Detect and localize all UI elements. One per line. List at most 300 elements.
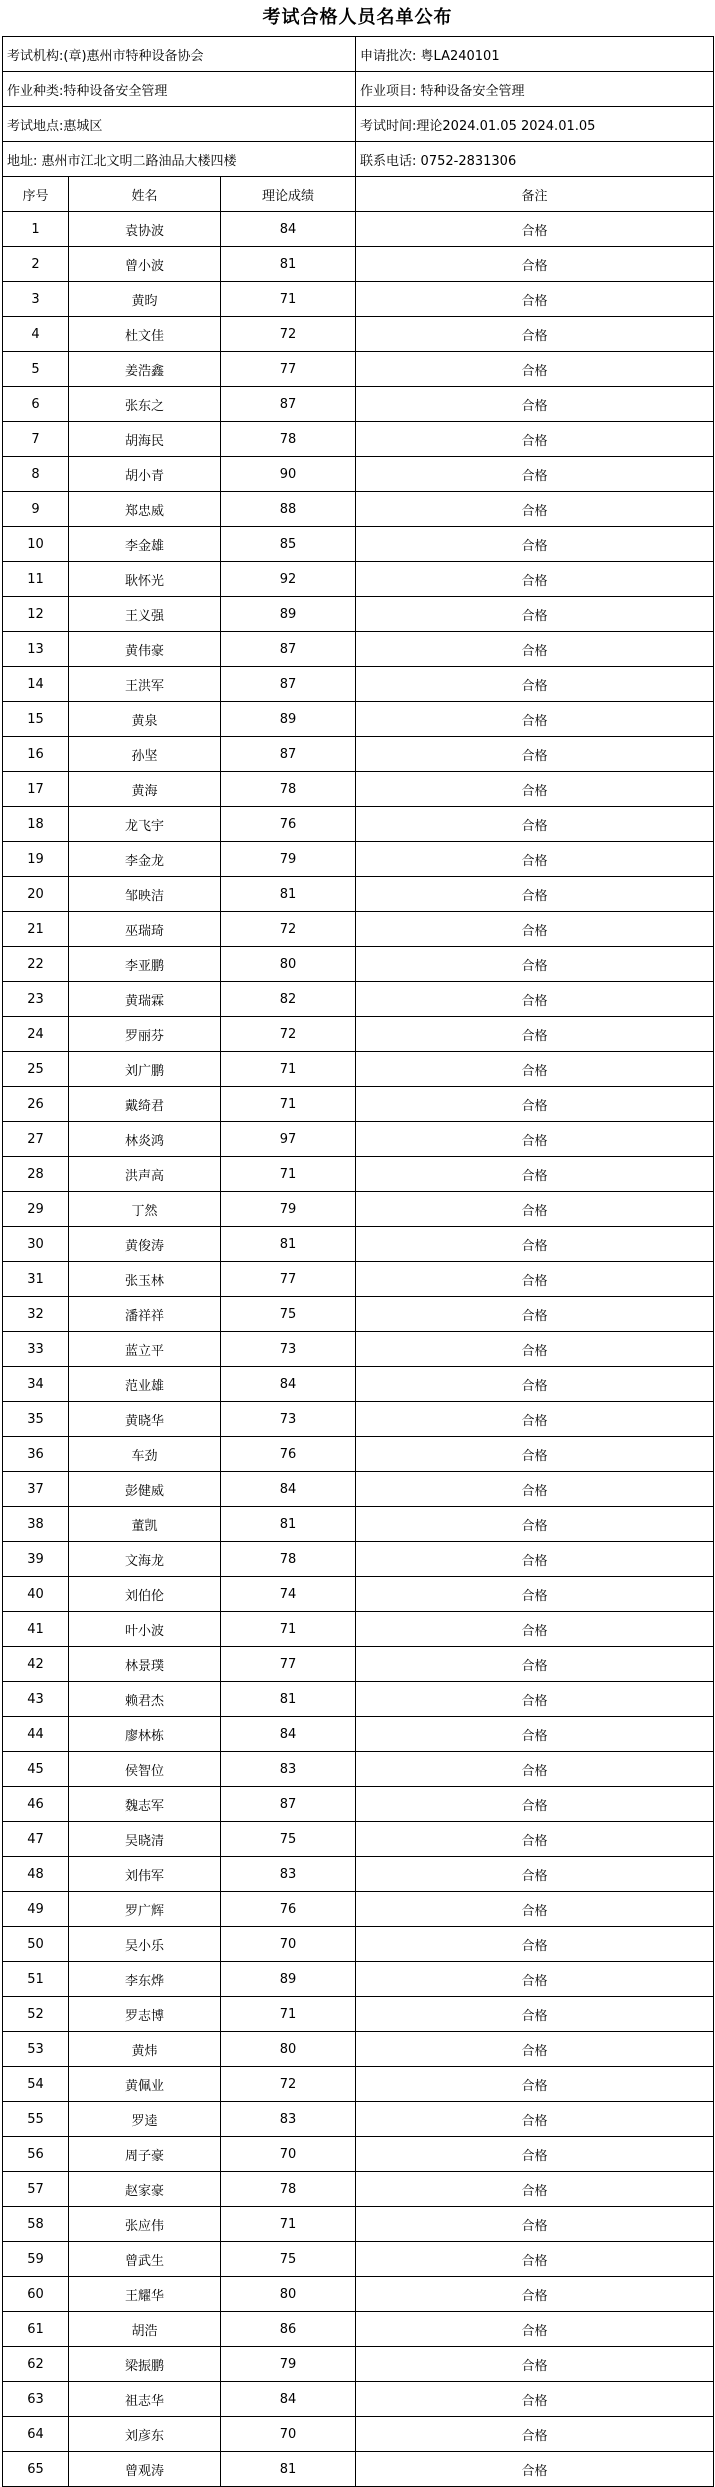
person-name: 潘祥祥 bbox=[69, 1297, 221, 1332]
work-project: 作业项目: 特种设备安全管理 bbox=[356, 72, 714, 107]
column-header-name: 姓名 bbox=[69, 177, 221, 212]
person-name: 黄佩业 bbox=[69, 2067, 221, 2102]
theory-score: 89 bbox=[221, 597, 356, 632]
row-index: 21 bbox=[3, 912, 69, 947]
remark: 合格 bbox=[356, 1402, 714, 1437]
row-index: 25 bbox=[3, 1052, 69, 1087]
table-row bbox=[3, 212, 714, 247]
person-name: 张应伟 bbox=[69, 2207, 221, 2242]
person-name: 黄伟豪 bbox=[69, 632, 221, 667]
exam-org: 考试机构:(章)惠州市特种设备协会 bbox=[3, 37, 356, 72]
theory-score: 81 bbox=[221, 1507, 356, 1542]
remark: 合格 bbox=[356, 842, 714, 877]
theory-score: 83 bbox=[221, 2102, 356, 2137]
remark: 合格 bbox=[356, 702, 714, 737]
remark: 合格 bbox=[356, 1507, 714, 1542]
remark: 合格 bbox=[356, 422, 714, 457]
table-row bbox=[3, 317, 714, 352]
batch: 申请批次: 粤LA240101 bbox=[356, 37, 714, 72]
row-index: 9 bbox=[3, 492, 69, 527]
person-name: 周子豪 bbox=[69, 2137, 221, 2172]
theory-score: 84 bbox=[221, 212, 356, 247]
person-name: 袁协波 bbox=[69, 212, 221, 247]
table-header-row bbox=[3, 177, 714, 212]
theory-score: 76 bbox=[221, 1892, 356, 1927]
row-index: 57 bbox=[3, 2172, 69, 2207]
row-index: 6 bbox=[3, 387, 69, 422]
row-index: 44 bbox=[3, 1717, 69, 1752]
table-row bbox=[3, 632, 714, 667]
table-row bbox=[3, 982, 714, 1017]
theory-score: 70 bbox=[221, 2417, 356, 2452]
theory-score: 76 bbox=[221, 1437, 356, 1472]
row-index: 10 bbox=[3, 527, 69, 562]
table-row bbox=[3, 1332, 714, 1367]
table-row bbox=[3, 1227, 714, 1262]
theory-score: 79 bbox=[221, 842, 356, 877]
row-index: 17 bbox=[3, 772, 69, 807]
remark: 合格 bbox=[356, 772, 714, 807]
remark: 合格 bbox=[356, 1367, 714, 1402]
person-name: 刘伯伦 bbox=[69, 1577, 221, 1612]
table-row bbox=[3, 1542, 714, 1577]
row-index: 3 bbox=[3, 282, 69, 317]
person-name: 李金雄 bbox=[69, 527, 221, 562]
theory-score: 86 bbox=[221, 2312, 356, 2347]
remark: 合格 bbox=[356, 912, 714, 947]
theory-score: 70 bbox=[221, 2137, 356, 2172]
row-index: 37 bbox=[3, 1472, 69, 1507]
row-index: 31 bbox=[3, 1262, 69, 1297]
row-index: 52 bbox=[3, 1997, 69, 2032]
remark: 合格 bbox=[356, 2172, 714, 2207]
table-row bbox=[3, 1367, 714, 1402]
theory-score: 71 bbox=[221, 2207, 356, 2242]
person-name: 黄泉 bbox=[69, 702, 221, 737]
remark: 合格 bbox=[356, 1822, 714, 1857]
row-index: 14 bbox=[3, 667, 69, 702]
remark: 合格 bbox=[356, 2277, 714, 2312]
remark: 合格 bbox=[356, 2312, 714, 2347]
remark: 合格 bbox=[356, 352, 714, 387]
table-row bbox=[3, 1997, 714, 2032]
person-name: 杜文佳 bbox=[69, 317, 221, 352]
person-name: 张东之 bbox=[69, 387, 221, 422]
exam-time: 考试时间:理论2024.01.05 2024.01.05 bbox=[356, 107, 714, 142]
table-row bbox=[3, 527, 714, 562]
row-index: 30 bbox=[3, 1227, 69, 1262]
person-name: 罗志博 bbox=[69, 1997, 221, 2032]
row-index: 49 bbox=[3, 1892, 69, 1927]
theory-score: 81 bbox=[221, 247, 356, 282]
person-name: 刘伟军 bbox=[69, 1857, 221, 1892]
person-name: 林炎鸿 bbox=[69, 1122, 221, 1157]
table-row bbox=[3, 1297, 714, 1332]
row-index: 48 bbox=[3, 1857, 69, 1892]
theory-score: 72 bbox=[221, 1017, 356, 1052]
row-index: 46 bbox=[3, 1787, 69, 1822]
theory-score: 81 bbox=[221, 1227, 356, 1262]
remark: 合格 bbox=[356, 1857, 714, 1892]
remark: 合格 bbox=[356, 492, 714, 527]
remark: 合格 bbox=[356, 1717, 714, 1752]
row-index: 38 bbox=[3, 1507, 69, 1542]
person-name: 姜浩鑫 bbox=[69, 352, 221, 387]
remark: 合格 bbox=[356, 807, 714, 842]
page-title: 考试合格人员名单公布 bbox=[262, 7, 453, 28]
row-index: 29 bbox=[3, 1192, 69, 1227]
theory-score: 79 bbox=[221, 2347, 356, 2382]
theory-score: 80 bbox=[221, 2032, 356, 2067]
row-index: 23 bbox=[3, 982, 69, 1017]
person-name: 祖志华 bbox=[69, 2382, 221, 2417]
theory-score: 73 bbox=[221, 1332, 356, 1367]
theory-score: 71 bbox=[221, 1612, 356, 1647]
table-row bbox=[3, 1192, 714, 1227]
person-name: 黄俊涛 bbox=[69, 1227, 221, 1262]
table-row bbox=[3, 807, 714, 842]
theory-score: 76 bbox=[221, 807, 356, 842]
info-row bbox=[3, 142, 714, 177]
remark: 合格 bbox=[356, 947, 714, 982]
person-name: 魏志军 bbox=[69, 1787, 221, 1822]
row-index: 19 bbox=[3, 842, 69, 877]
theory-score: 71 bbox=[221, 1997, 356, 2032]
person-name: 黄海 bbox=[69, 772, 221, 807]
theory-score: 87 bbox=[221, 632, 356, 667]
row-index: 55 bbox=[3, 2102, 69, 2137]
person-name: 蓝立平 bbox=[69, 1332, 221, 1367]
person-name: 巫瑞琦 bbox=[69, 912, 221, 947]
theory-score: 71 bbox=[221, 282, 356, 317]
theory-score: 81 bbox=[221, 1682, 356, 1717]
theory-score: 75 bbox=[221, 1297, 356, 1332]
row-index: 63 bbox=[3, 2382, 69, 2417]
person-name: 孙坚 bbox=[69, 737, 221, 772]
row-index: 20 bbox=[3, 877, 69, 912]
remark: 合格 bbox=[356, 1087, 714, 1122]
table-row bbox=[3, 1822, 714, 1857]
remark: 合格 bbox=[356, 1647, 714, 1682]
theory-score: 77 bbox=[221, 1262, 356, 1297]
person-name: 黄瑞霖 bbox=[69, 982, 221, 1017]
theory-score: 89 bbox=[221, 702, 356, 737]
results-table bbox=[2, 36, 714, 2487]
row-index: 43 bbox=[3, 1682, 69, 1717]
remark: 合格 bbox=[356, 562, 714, 597]
theory-score: 75 bbox=[221, 2242, 356, 2277]
remark: 合格 bbox=[356, 1297, 714, 1332]
table-row bbox=[3, 1157, 714, 1192]
remark: 合格 bbox=[356, 1927, 714, 1962]
remark: 合格 bbox=[356, 1192, 714, 1227]
row-index: 8 bbox=[3, 457, 69, 492]
table-row bbox=[3, 1402, 714, 1437]
person-name: 李金龙 bbox=[69, 842, 221, 877]
row-index: 18 bbox=[3, 807, 69, 842]
table-row bbox=[3, 1717, 714, 1752]
theory-score: 83 bbox=[221, 1752, 356, 1787]
remark: 合格 bbox=[356, 597, 714, 632]
table-row bbox=[3, 492, 714, 527]
table-row bbox=[3, 282, 714, 317]
row-index: 33 bbox=[3, 1332, 69, 1367]
theory-score: 72 bbox=[221, 2067, 356, 2102]
remark: 合格 bbox=[356, 1997, 714, 2032]
person-name: 吴小乐 bbox=[69, 1927, 221, 1962]
row-index: 65 bbox=[3, 2452, 69, 2487]
column-header-score: 理论成绩 bbox=[221, 177, 356, 212]
person-name: 黄晓华 bbox=[69, 1402, 221, 1437]
person-name: 刘彦东 bbox=[69, 2417, 221, 2452]
row-index: 11 bbox=[3, 562, 69, 597]
remark: 合格 bbox=[356, 667, 714, 702]
remark: 合格 bbox=[356, 2032, 714, 2067]
person-name: 廖林栋 bbox=[69, 1717, 221, 1752]
remark: 合格 bbox=[356, 877, 714, 912]
theory-score: 90 bbox=[221, 457, 356, 492]
person-name: 胡小青 bbox=[69, 457, 221, 492]
table-row bbox=[3, 1857, 714, 1892]
table-row bbox=[3, 2417, 714, 2452]
remark: 合格 bbox=[356, 1262, 714, 1297]
table-row bbox=[3, 1892, 714, 1927]
person-name: 罗丽芬 bbox=[69, 1017, 221, 1052]
remark: 合格 bbox=[356, 247, 714, 282]
theory-score: 87 bbox=[221, 737, 356, 772]
remark: 合格 bbox=[356, 1752, 714, 1787]
remark: 合格 bbox=[356, 1122, 714, 1157]
remark: 合格 bbox=[356, 1437, 714, 1472]
remark: 合格 bbox=[356, 2382, 714, 2417]
person-name: 丁然 bbox=[69, 1192, 221, 1227]
remark: 合格 bbox=[356, 1612, 714, 1647]
remark: 合格 bbox=[356, 527, 714, 562]
person-name: 李亚鹏 bbox=[69, 947, 221, 982]
table-row bbox=[3, 947, 714, 982]
row-index: 13 bbox=[3, 632, 69, 667]
remark: 合格 bbox=[356, 2067, 714, 2102]
theory-score: 75 bbox=[221, 1822, 356, 1857]
remark: 合格 bbox=[356, 457, 714, 492]
table-row bbox=[3, 1122, 714, 1157]
table-row bbox=[3, 1437, 714, 1472]
work-category: 作业种类:特种设备安全管理 bbox=[3, 72, 356, 107]
table-row bbox=[3, 737, 714, 772]
theory-score: 78 bbox=[221, 1542, 356, 1577]
row-index: 56 bbox=[3, 2137, 69, 2172]
person-name: 郑忠威 bbox=[69, 492, 221, 527]
theory-score: 87 bbox=[221, 1787, 356, 1822]
address: 地址: 惠州市江北文明二路油品大楼四楼 bbox=[3, 142, 356, 177]
theory-score: 77 bbox=[221, 352, 356, 387]
row-index: 36 bbox=[3, 1437, 69, 1472]
row-index: 4 bbox=[3, 317, 69, 352]
person-name: 文海龙 bbox=[69, 1542, 221, 1577]
remark: 合格 bbox=[356, 1577, 714, 1612]
table-row bbox=[3, 1962, 714, 1997]
theory-score: 84 bbox=[221, 2382, 356, 2417]
remark: 合格 bbox=[356, 1332, 714, 1367]
theory-score: 83 bbox=[221, 1857, 356, 1892]
person-name: 曾小波 bbox=[69, 247, 221, 282]
row-index: 42 bbox=[3, 1647, 69, 1682]
person-name: 赵家豪 bbox=[69, 2172, 221, 2207]
row-index: 54 bbox=[3, 2067, 69, 2102]
table-row bbox=[3, 2172, 714, 2207]
remark: 合格 bbox=[356, 282, 714, 317]
person-name: 吴晓清 bbox=[69, 1822, 221, 1857]
theory-score: 81 bbox=[221, 877, 356, 912]
table-row bbox=[3, 2382, 714, 2417]
table-row bbox=[3, 1927, 714, 1962]
exam-location: 考试地点:惠城区 bbox=[3, 107, 356, 142]
person-name: 罗逵 bbox=[69, 2102, 221, 2137]
contact-phone: 联系电话: 0752-2831306 bbox=[356, 142, 714, 177]
remark: 合格 bbox=[356, 2347, 714, 2382]
row-index: 61 bbox=[3, 2312, 69, 2347]
person-name: 洪声高 bbox=[69, 1157, 221, 1192]
remark: 合格 bbox=[356, 2102, 714, 2137]
person-name: 曾武生 bbox=[69, 2242, 221, 2277]
person-name: 黄炜 bbox=[69, 2032, 221, 2067]
table-row bbox=[3, 2347, 714, 2382]
remark: 合格 bbox=[356, 387, 714, 422]
person-name: 罗广辉 bbox=[69, 1892, 221, 1927]
person-name: 邹映洁 bbox=[69, 877, 221, 912]
row-index: 26 bbox=[3, 1087, 69, 1122]
remark: 合格 bbox=[356, 1542, 714, 1577]
row-index: 22 bbox=[3, 947, 69, 982]
column-header-index: 序号 bbox=[3, 177, 69, 212]
table-row bbox=[3, 2452, 714, 2487]
table-row bbox=[3, 1577, 714, 1612]
table-row bbox=[3, 1472, 714, 1507]
table-row bbox=[3, 2102, 714, 2137]
table-row bbox=[3, 1052, 714, 1087]
remark: 合格 bbox=[356, 2452, 714, 2487]
table-row bbox=[3, 457, 714, 492]
table-row bbox=[3, 562, 714, 597]
row-index: 12 bbox=[3, 597, 69, 632]
theory-score: 80 bbox=[221, 947, 356, 982]
remark: 合格 bbox=[356, 982, 714, 1017]
person-name: 王义强 bbox=[69, 597, 221, 632]
table-row bbox=[3, 352, 714, 387]
row-index: 27 bbox=[3, 1122, 69, 1157]
row-index: 50 bbox=[3, 1927, 69, 1962]
remark: 合格 bbox=[356, 1157, 714, 1192]
remark: 合格 bbox=[356, 1787, 714, 1822]
theory-score: 82 bbox=[221, 982, 356, 1017]
table-row bbox=[3, 877, 714, 912]
theory-score: 72 bbox=[221, 317, 356, 352]
theory-score: 71 bbox=[221, 1052, 356, 1087]
theory-score: 74 bbox=[221, 1577, 356, 1612]
remark: 合格 bbox=[356, 1892, 714, 1927]
person-name: 侯智位 bbox=[69, 1752, 221, 1787]
theory-score: 73 bbox=[221, 1402, 356, 1437]
remark: 合格 bbox=[356, 1052, 714, 1087]
row-index: 51 bbox=[3, 1962, 69, 1997]
table-row bbox=[3, 2067, 714, 2102]
table-row bbox=[3, 842, 714, 877]
person-name: 刘广鹏 bbox=[69, 1052, 221, 1087]
remark: 合格 bbox=[356, 1017, 714, 1052]
person-name: 曾观涛 bbox=[69, 2452, 221, 2487]
person-name: 耿怀光 bbox=[69, 562, 221, 597]
theory-score: 87 bbox=[221, 387, 356, 422]
row-index: 60 bbox=[3, 2277, 69, 2312]
remark: 合格 bbox=[356, 1472, 714, 1507]
row-index: 53 bbox=[3, 2032, 69, 2067]
table-row bbox=[3, 1612, 714, 1647]
remark: 合格 bbox=[356, 2207, 714, 2242]
theory-score: 97 bbox=[221, 1122, 356, 1157]
person-name: 赖君杰 bbox=[69, 1682, 221, 1717]
table-row bbox=[3, 1262, 714, 1297]
table-row bbox=[3, 597, 714, 632]
table-row bbox=[3, 702, 714, 737]
person-name: 戴绮君 bbox=[69, 1087, 221, 1122]
person-name: 黄昀 bbox=[69, 282, 221, 317]
remark: 合格 bbox=[356, 317, 714, 352]
theory-score: 72 bbox=[221, 912, 356, 947]
theory-score: 92 bbox=[221, 562, 356, 597]
person-name: 林景璞 bbox=[69, 1647, 221, 1682]
column-header-remark: 备注 bbox=[356, 177, 714, 212]
remark: 合格 bbox=[356, 2417, 714, 2452]
remark: 合格 bbox=[356, 212, 714, 247]
theory-score: 89 bbox=[221, 1962, 356, 1997]
table-row bbox=[3, 912, 714, 947]
person-name: 胡海民 bbox=[69, 422, 221, 457]
theory-score: 77 bbox=[221, 1647, 356, 1682]
info-row bbox=[3, 72, 714, 107]
table-row bbox=[3, 1647, 714, 1682]
table-row bbox=[3, 2032, 714, 2067]
remark: 合格 bbox=[356, 1962, 714, 1997]
person-name: 张玉林 bbox=[69, 1262, 221, 1297]
row-index: 59 bbox=[3, 2242, 69, 2277]
remark: 合格 bbox=[356, 2137, 714, 2172]
theory-score: 79 bbox=[221, 1192, 356, 1227]
person-name: 董凯 bbox=[69, 1507, 221, 1542]
table-row bbox=[3, 422, 714, 457]
row-index: 15 bbox=[3, 702, 69, 737]
table-row bbox=[3, 387, 714, 422]
row-index: 32 bbox=[3, 1297, 69, 1332]
row-index: 35 bbox=[3, 1402, 69, 1437]
theory-score: 84 bbox=[221, 1472, 356, 1507]
table-row bbox=[3, 2312, 714, 2347]
theory-score: 84 bbox=[221, 1367, 356, 1402]
theory-score: 80 bbox=[221, 2277, 356, 2312]
theory-score: 78 bbox=[221, 2172, 356, 2207]
person-name: 王洪军 bbox=[69, 667, 221, 702]
row-index: 41 bbox=[3, 1612, 69, 1647]
row-index: 16 bbox=[3, 737, 69, 772]
person-name: 叶小波 bbox=[69, 1612, 221, 1647]
table-row bbox=[3, 2207, 714, 2242]
table-row bbox=[3, 772, 714, 807]
person-name: 梁振鹏 bbox=[69, 2347, 221, 2382]
table-row bbox=[3, 2137, 714, 2172]
table-row bbox=[3, 1087, 714, 1122]
table-row bbox=[3, 247, 714, 282]
table-row bbox=[3, 1752, 714, 1787]
remark: 合格 bbox=[356, 2242, 714, 2277]
